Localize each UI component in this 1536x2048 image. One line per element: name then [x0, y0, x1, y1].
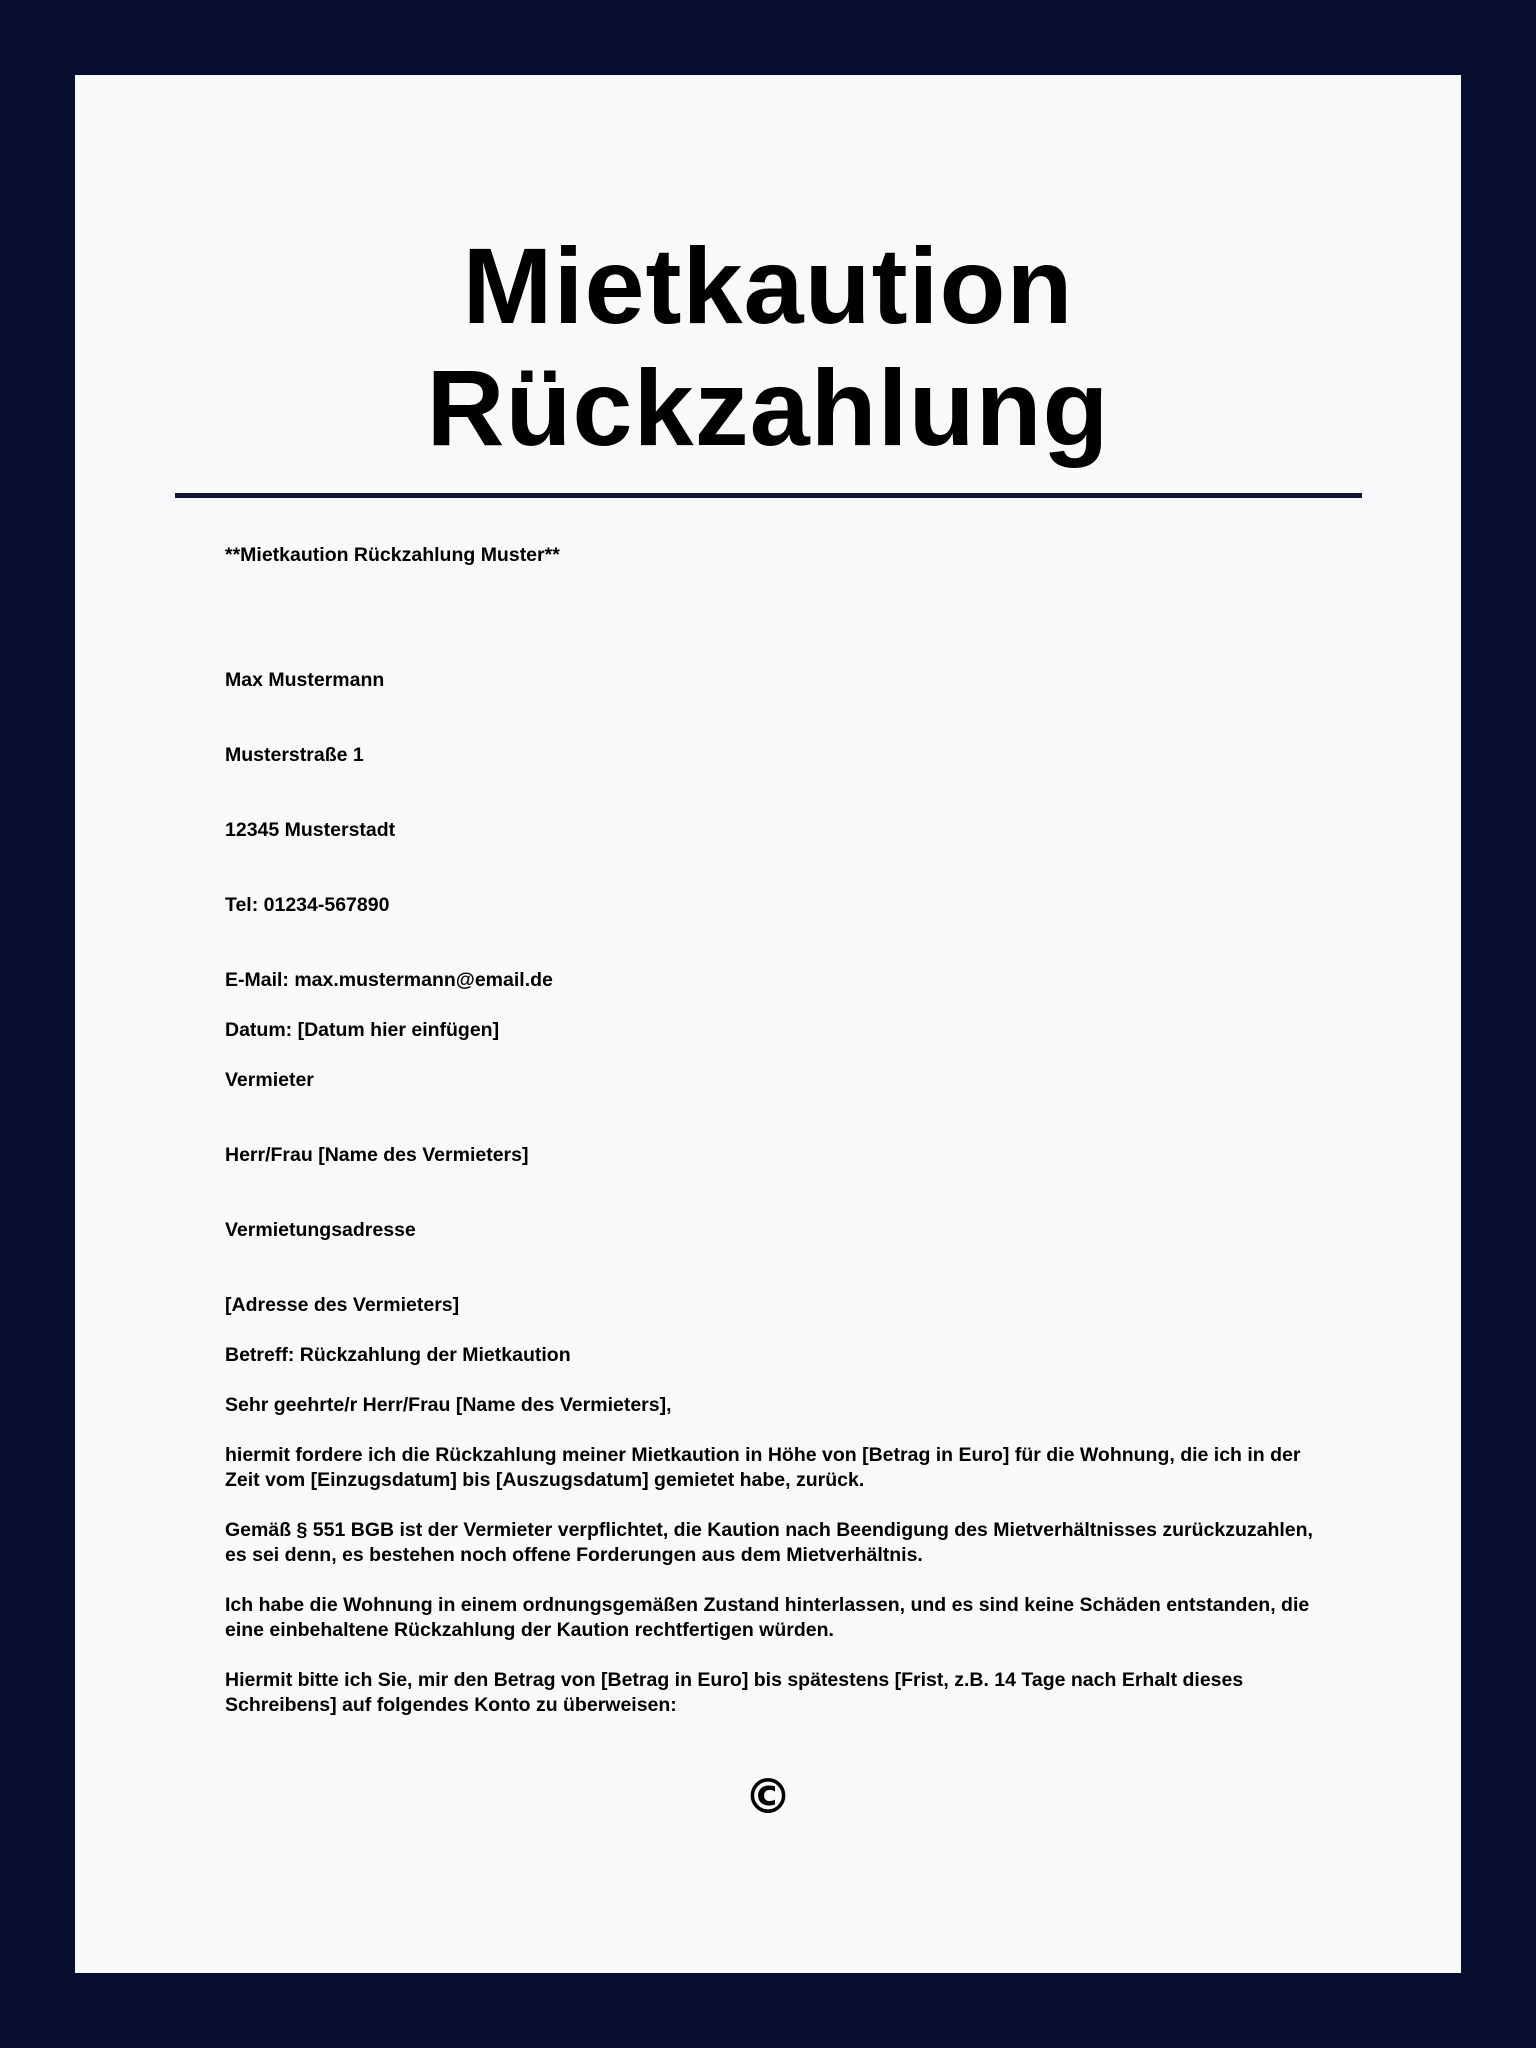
- paragraph-line: hiermit fordere ich die Rückzahlung meiner Mietkaution in Höhe von [Betrag in Euro] für die Wohnung, die ich in der: [225, 1444, 1301, 1466]
- copyright-icon: ©: [744, 1769, 792, 1825]
- paragraph-line: Zeit vom [Einzugsdatum] bis [Auszugsdatum] gemietet habe, zurück.: [225, 1469, 865, 1491]
- sender-email: E-Mail: max.mustermann@email.de: [225, 969, 553, 991]
- sender-street: Musterstraße 1: [225, 744, 364, 766]
- paragraph-line: Ich habe die Wohnung in einem ordnungsgemäßen Zustand hinterlassen, und es sind keine Schäden entstanden, die: [225, 1594, 1310, 1616]
- body-paragraph-3: [225, 1593, 1425, 1643]
- title-line-2: Rückzahlung: [426, 347, 1110, 468]
- paragraph-line: es sei denn, es bestehen noch offene Forderungen aus dem Mietverhältnis.: [225, 1544, 923, 1566]
- body-paragraph-4: [225, 1668, 1425, 1718]
- document-title: [75, 225, 1461, 469]
- recipient-address-label: Vermietungsadresse: [225, 1219, 416, 1241]
- letter-date: Datum: [Datum hier einfügen]: [225, 1019, 500, 1041]
- paragraph-line: eine einbehaltene Rückzahlung der Kaution rechtfertigen würden.: [225, 1619, 834, 1641]
- paragraph-line: Schreibens] auf folgendes Konto zu überweisen:: [225, 1694, 677, 1716]
- sender-phone: Tel: 01234-567890: [225, 894, 390, 916]
- letter-subject: Betreff: Rückzahlung der Mietkaution: [225, 1344, 571, 1366]
- recipient-address: [Adresse des Vermieters]: [225, 1294, 460, 1316]
- recipient-label: Vermieter: [225, 1069, 314, 1091]
- recipient-name: Herr/Frau [Name des Vermieters]: [225, 1144, 529, 1166]
- sender-name: Max Mustermann: [225, 669, 385, 691]
- document-heading: **Mietkaution Rückzahlung Muster**: [225, 544, 560, 566]
- paragraph-line: Hiermit bitte ich Sie, mir den Betrag von [Betrag in Euro] bis spätestens [Frist, z.B. 14 Tage nach Erhalt dieses: [225, 1669, 1244, 1691]
- title-line-1: Mietkaution: [462, 225, 1074, 346]
- title-divider: [175, 493, 1362, 498]
- letter-salutation: Sehr geehrte/r Herr/Frau [Name des Vermieters],: [225, 1394, 672, 1416]
- paragraph-line: Gemäß § 551 BGB ist der Vermieter verpflichtet, die Kaution nach Beendigung des Mietverhältnisses zurückzuzahlen,: [225, 1519, 1313, 1541]
- body-paragraph-2: [225, 1518, 1425, 1568]
- body-paragraph-1: [225, 1443, 1425, 1493]
- sender-city: 12345 Musterstadt: [225, 819, 396, 841]
- document-page: [75, 75, 1461, 1973]
